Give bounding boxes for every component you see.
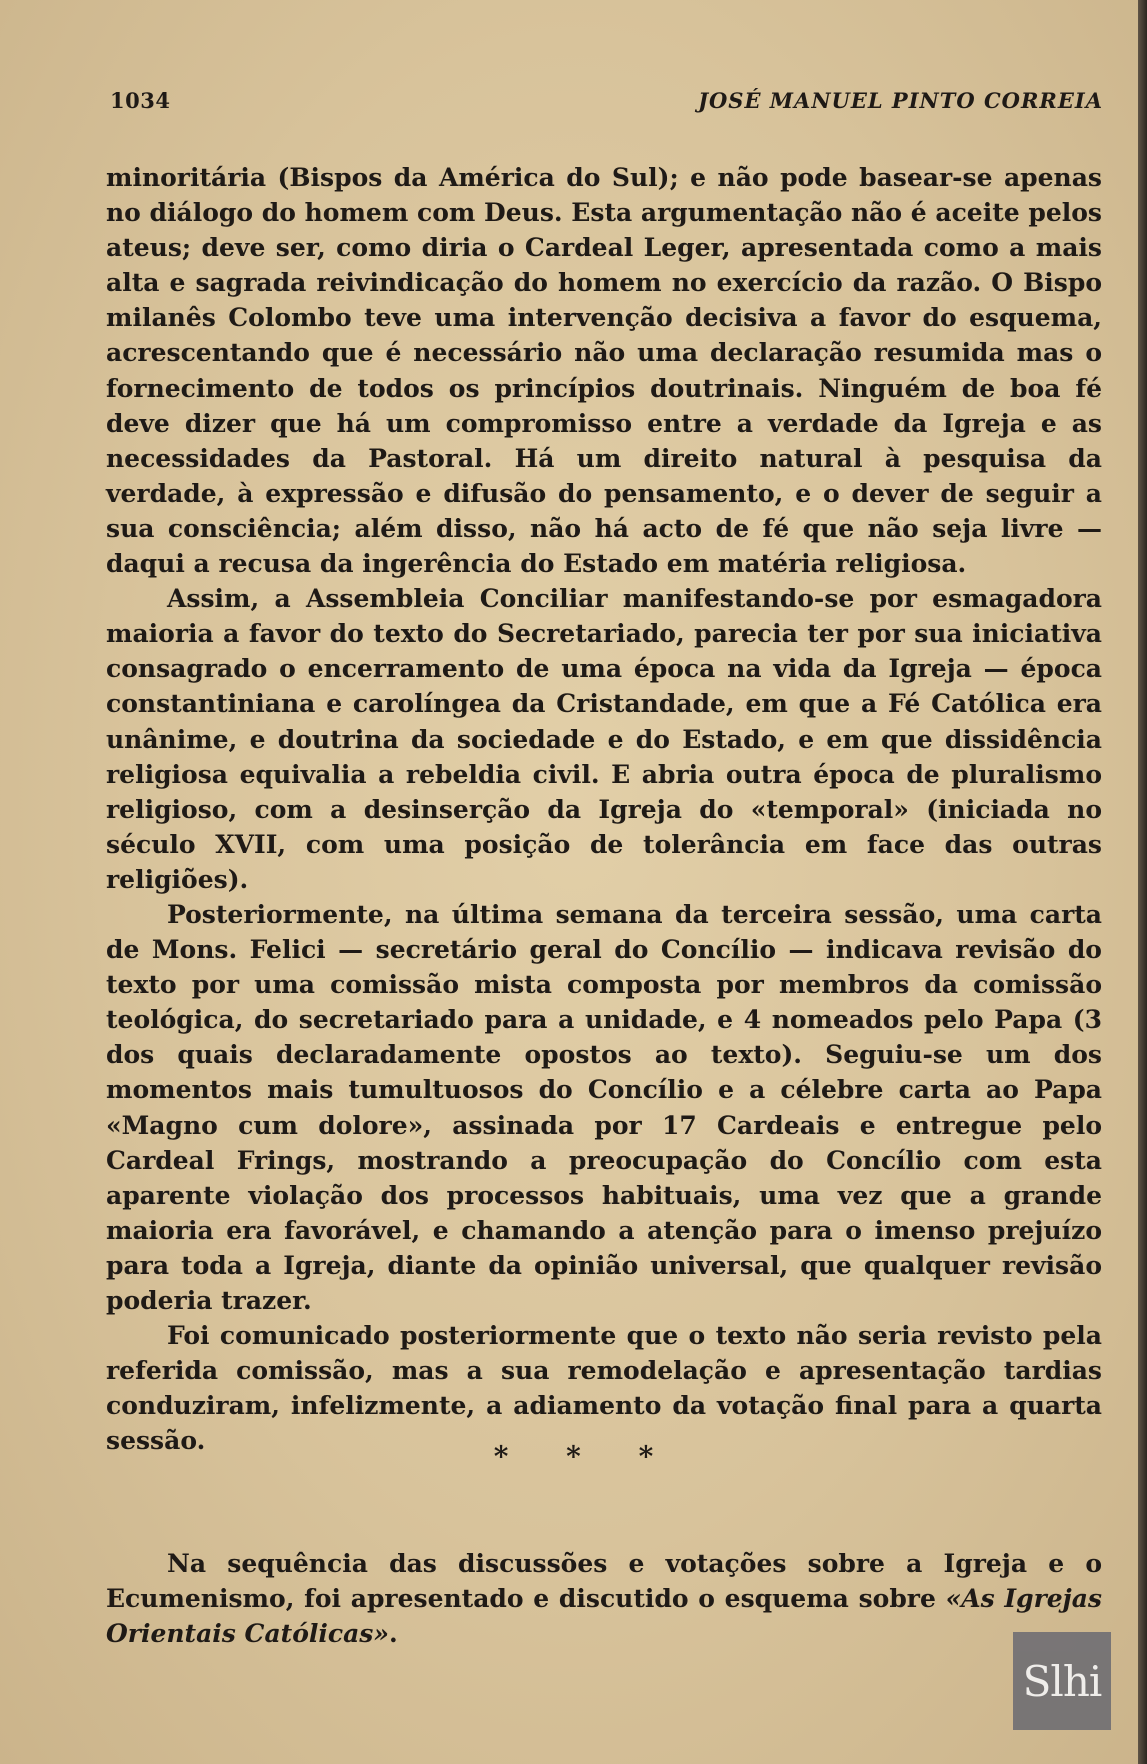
main-text bbox=[106, 160, 1102, 1458]
final-paragraph-text: Na sequência das discussões e votações sobre a Igreja e o Ecumenismo, foi apresentado e discutido o esquema sobre bbox=[106, 1549, 1102, 1614]
section-break-ornament: * * * bbox=[493, 1440, 678, 1473]
running-header-author: JOSÉ MANUEL PINTO CORREIA bbox=[698, 88, 1103, 113]
page-edge-shadow bbox=[1138, 0, 1147, 1764]
italic-document-title: «As Igrejas Orientais Católicas» bbox=[106, 1584, 1102, 1649]
paragraph-3: Posteriormente, na última semana da terceira sessão, uma carta de Mons. Felici — secretário geral do Concílio — indicava revisão do texto por uma comissão mista composta por membros da comissão teológica, do secretariado para a unidade, e 4 nomeados pelo Papa (3 dos quais declaradamente opostos ao texto). Seguiu-se um dos momentos mais tumultuosos do Concílio e a célebre carta ao Papa «Magno cum dolore», assinada por 17 Cardeais e entregue pelo Cardeal Frings, mostrando a preocupação do Concílio com esta aparente violação dos processos habituais, uma vez que a grande maioria era favorável, e chamando a atenção para o imenso prejuízo para toda a Igreja, diante da opinião universal, que qualquer revisão poderia trazer. bbox=[106, 899, 1102, 1315]
final-paragraph bbox=[106, 1546, 1102, 1651]
paragraph-4: Foi comunicado posteriormente que o texto não seria revisto pela referida comissão, mas a sua remodelação e apresentação tardias conduziram, infelizmente, a adiamento da votação final para a quarta sessão. bbox=[106, 1321, 1102, 1456]
page-number: 1034 bbox=[110, 88, 171, 113]
final-paragraph-end: . bbox=[388, 1619, 398, 1649]
repository-watermark-logo: Slhi bbox=[1013, 1632, 1111, 1730]
paragraph-1: minoritária (Bispos da América do Sul); e não pode basear-se apenas no diálogo do homem com Deus. Esta argumentação não é aceite pelos ateus; deve ser, como diria o Cardeal Leger, apresentada como a mais alta e sagrada reivindicação do homem no exercício da razão. O Bispo milanês Colombo teve uma intervenção decisiva a favor do esquema, acrescentando que é necessário não uma declaração resumida mas o fornecimento de todos os princípios doutrinais. Ninguém de boa fé deve dizer que há um compromisso entre a verdade da Igreja e as necessidades da Pastoral. Há um direito natural à pesquisa da verdade, à expressão e difusão do pensamento, e o dever de seguir a sua consciência; além disso, não há acto de fé que não seja livre — daqui a recusa da ingerência do Estado em matéria religiosa. bbox=[106, 163, 1102, 579]
final-section bbox=[106, 1546, 1102, 1651]
paragraph-2: Assim, a Assembleia Conciliar manifestando-se por esmagadora maioria a favor do texto do Secretariado, parecia ter por sua iniciativa consagrado o encerramento de uma época na vida da Igreja — época constantiniana e carolíngea da Cristandade, em que a Fé Católica era unânime, e doutrina da sociedade e do Estado, e em que dissidência religiosa equivalia a rebeldia civil. E abria outra época de pluralismo religioso, com a desinserção da Igreja do «temporal» (iniciada no século XVII, com uma posição de tolerância em face das outras religiões). bbox=[106, 584, 1102, 894]
